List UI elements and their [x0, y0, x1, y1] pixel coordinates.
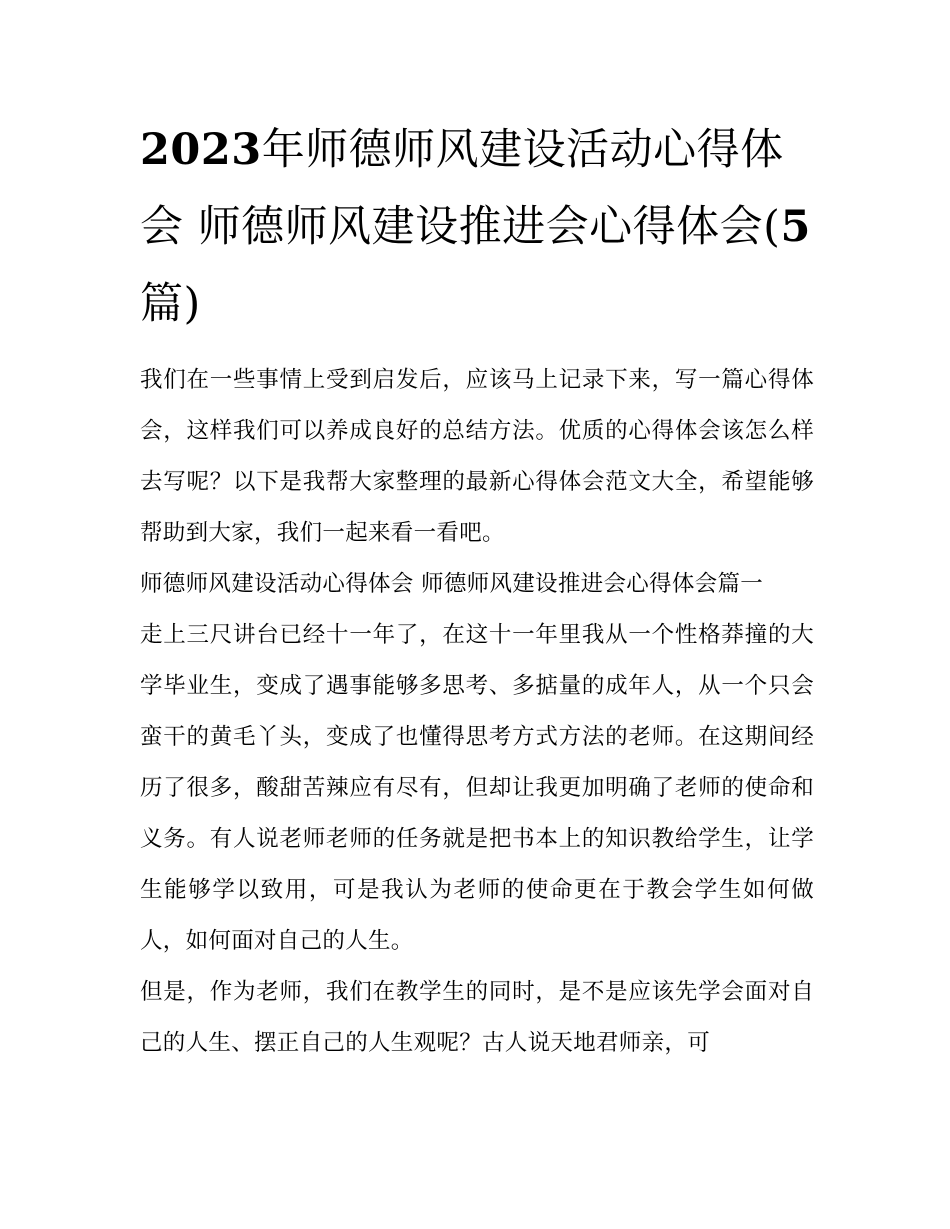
- document-title: [140, 112, 814, 343]
- document-page: [140, 112, 814, 1069]
- title-year: 2023: [140, 125, 262, 175]
- body-paragraph: 走上三尺讲台已经十一年了，在这十一年里我从一个性格莽撞的大学毕业生，变成了遇事能够多思考、多掂量的成年人，从一个只会蛮干的黄毛丫头，变成了也懂得思考方式方法的老师。在这期间经历了很多，酸甜苦辣应有尽有，但却让我更加明确了老师的使命和义务。有人说老师老师的任务就是把书本上的知识教给学生，让学生能够学以致用，可是我认为老师的使命更在于教会学生如何做人，如何面对自己的人生。: [140, 622, 814, 954]
- title-count: 5: [780, 202, 811, 252]
- title-suffix: 篇): [140, 279, 201, 329]
- body-paragraph: 但是，作为老师，我们在教学生的同时，是不是应该先学会面对自己的人生、摆正自己的人生观呢？古人说天地君师亲，可: [140, 979, 814, 1056]
- title-text: 年师德师风建设活动心得体会 师德师风建设推进会心得体会(: [140, 125, 784, 252]
- intro-paragraph: 我们在一些事情上受到启发后，应该马上记录下来，写一篇心得体会，这样我们可以养成良好的总结方法。优质的心得体会该怎么样去写呢？以下是我帮大家整理的最新心得体会范文大全，希望能够帮助到大家，我们一起来看一看吧。: [140, 367, 814, 546]
- section-heading: 师德师风建设活动心得体会 师德师风建设推进会心得体会篇一: [140, 571, 764, 597]
